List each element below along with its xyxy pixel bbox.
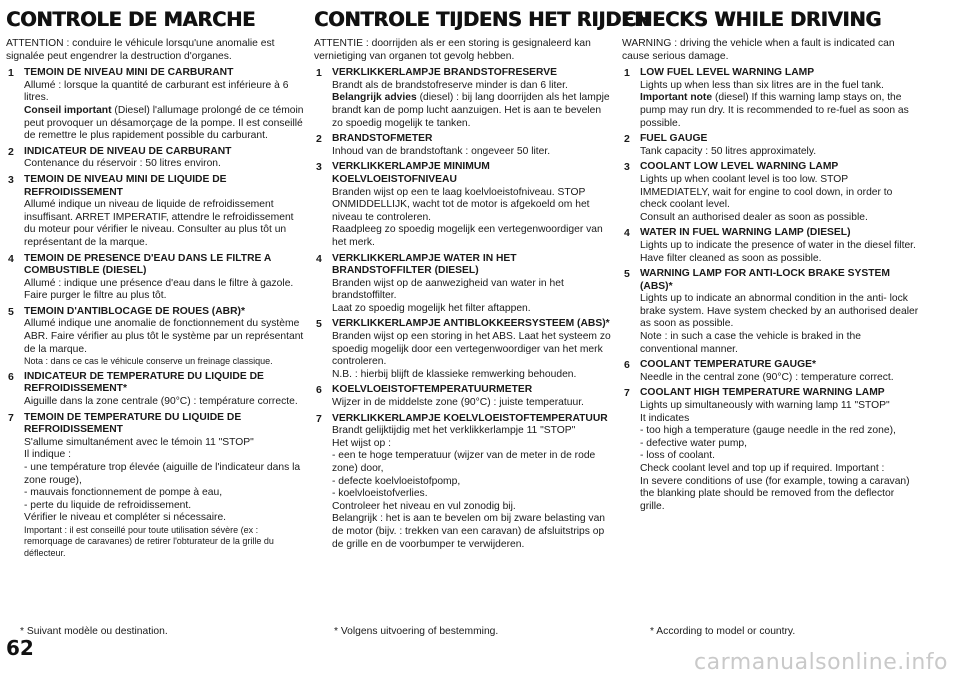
warning-intro-english: WARNING : driving the vehicle when a fault is indicated can cause serious damage. <box>622 38 895 62</box>
item-number: 1 <box>624 67 630 80</box>
item-body <box>24 174 304 250</box>
item-text-content: Het wijst op : <box>332 437 391 449</box>
item-text-content: Nota : dans ce cas le véhicule conserve un freinage classique. <box>24 356 273 367</box>
item-text <box>24 356 304 368</box>
list-item <box>6 146 304 171</box>
item-text-content: - een te hoge temperatuur (wijzer van de meter in de rode zone) door, <box>332 450 596 474</box>
item-text-content: Allumé indique un niveau de liquide de refroidissement insuffisant. ARRET IMPERATIF, attendre le refroidissement du moteur pour vérifier le niveau. Consulter au plus tôt un représentant de la marque. <box>24 199 294 248</box>
footnote-dutch: * Volgens uitvoering of bestemming. <box>334 626 499 637</box>
item-number: 4 <box>316 252 322 265</box>
list-item <box>622 227 920 265</box>
item-body <box>332 384 612 409</box>
list-item <box>314 318 612 381</box>
item-text <box>24 449 304 462</box>
column-french <box>6 8 304 562</box>
item-title: WARNING LAMP FOR ANTI-LOCK BRAKE SYSTEM (ABS)* <box>640 268 890 292</box>
item-list-english <box>622 67 920 513</box>
item-text-content: Raadpleeg zo spoedig mogelijk een vertegenwoordiger van het merk. <box>332 224 603 248</box>
item-text <box>24 318 304 356</box>
item-text-content: Wijzer in de middelste zone (90°C) : juiste temperatuur. <box>332 397 584 409</box>
item-body <box>24 253 304 303</box>
item-number: 3 <box>8 173 14 186</box>
item-text-content: (diesel) If this warning lamp stays on, the pump may run dry. It is recommended to re-fuel as soon as possible. <box>640 92 909 129</box>
item-text-content: Vérifier le niveau et compléter si nécessaire. <box>24 512 227 524</box>
item-text-content: Lights up when less than six litres are in the fuel tank. <box>640 79 884 91</box>
item-text-content: Il indique : <box>24 449 71 461</box>
item-number: 4 <box>8 252 14 265</box>
item-number: 2 <box>624 133 630 146</box>
item-text <box>24 278 304 303</box>
item-body <box>640 161 920 224</box>
item-text <box>332 476 612 489</box>
section-heading-dutch: CONTROLE TIJDENS HET RIJDEN <box>314 8 651 31</box>
item-text-content: Branden wijst op een te laag koelvloeistofniveau. STOP ONMIDDELLIJK, wacht tot de motor is afgekoeld om het niveau te controleren. <box>332 186 590 223</box>
item-title: TEMOIN DE NIVEAU MINI DE LIQUIDE DE REFROIDISSEMENT <box>24 173 227 198</box>
item-text-content: Check coolant level and top up if required. Important : <box>640 463 885 474</box>
item-title: TEMOIN DE TEMPERATURE DU LIQUIDE DE REFROIDISSEMENT <box>24 411 242 436</box>
item-text <box>640 240 920 265</box>
warning-intro-french: ATTENTION : conduire le véhicule lorsqu'une anomalie est signalée peut engendrer la destruction d'organes. <box>6 38 275 62</box>
item-body <box>640 359 920 384</box>
list-item <box>622 67 920 130</box>
item-text-content: - defective water pump, <box>640 437 748 449</box>
item-text <box>24 396 304 409</box>
list-item <box>314 413 612 552</box>
item-title: BRANDSTOFMETER <box>332 133 433 145</box>
item-text-content: Consult an authorised dealer as soon as possible. <box>640 211 868 223</box>
item-text <box>640 476 920 514</box>
item-text <box>640 212 920 225</box>
item-text-content: Note : in such a case the vehicle is braked in the conventional manner. <box>640 331 861 355</box>
item-text-content: Lights up to indicate the presence of water in the diesel filter. Have filter cleaned as soon as possible. <box>640 239 916 264</box>
item-text <box>24 437 304 450</box>
item-number: 7 <box>8 411 14 424</box>
item-text-content: Aiguille dans la zone centrale (90°C) : température correcte. <box>24 395 298 407</box>
item-text-bold: Belangrijk advies <box>332 92 417 104</box>
list-item <box>314 384 612 409</box>
item-body <box>640 268 920 356</box>
item-text-content: - perte du liquide de refroidissement. <box>24 499 192 511</box>
footnote-french: * Suivant modèle ou destination. <box>20 626 168 637</box>
list-item <box>622 387 920 513</box>
item-number: 7 <box>316 412 322 425</box>
item-text-content: Lights up when coolant level is too low. STOP IMMEDIATELY, wait for engine to cool down, in order to check coolant level. <box>640 173 893 211</box>
item-title: VERKLIKKERLAMPJE MINIMUM KOELVLOEISTOFNIVEAU <box>332 161 490 185</box>
item-text-content: N.B. : hierbij blijft de klassieke remwerking behouden. <box>332 368 577 380</box>
item-text <box>640 92 920 130</box>
item-text-content: S'allume simultanément avec le témoin 11 "STOP" <box>24 436 254 448</box>
item-text-bold: Conseil important <box>24 104 112 116</box>
item-text-content: Important : il est conseillé pour toute utilisation sévère (ex : remorquage de caravanes) de retirer l'obturateur de la grille du déflecteur. <box>24 524 274 558</box>
list-item <box>622 268 920 356</box>
item-text-content: Branden wijst op de aanwezigheid van water in het brandstoffilter. <box>332 277 564 302</box>
list-item <box>314 253 612 316</box>
item-text-content: Inhoud van de brandstoftank : ongeveer 50 liter. <box>332 145 551 157</box>
item-text-content: (diesel) : bij lang doorrijden als het lampje brandt kan de pomp lucht aanzuigen. Het is aan te bevelen zo spoedig mogelijk te tanken. <box>332 92 610 129</box>
warning-intro-dutch: ATTENTIE : doorrijden als er een storing is gesignaleerd kan vernietiging van organen tot gevolg hebben. <box>314 38 591 62</box>
item-text-content: In severe conditions of use (for example, towing a caravan) the blanking plate should be removed from the deflector grille. <box>640 475 910 512</box>
item-text <box>332 501 612 514</box>
item-text-content: Allumé indique une anomalie de fonctionnement du système ABR. Faire vérifier au plus tôt le système par un représentant de la marque. <box>24 318 304 355</box>
item-number: 2 <box>8 145 14 158</box>
item-list-french <box>6 67 304 559</box>
item-number: 3 <box>624 161 630 174</box>
page-number: 62 <box>6 636 34 660</box>
item-body <box>640 227 920 265</box>
item-title: TEMOIN DE PRESENCE D'EAU DANS LE FILTRE A COMBUSTIBLE (DIESEL) <box>24 252 271 277</box>
column-english <box>622 8 920 516</box>
item-number: 1 <box>316 67 322 80</box>
item-text-content: Needle in the central zone (90°C) : temperature correct. <box>640 371 894 383</box>
item-text <box>24 500 304 513</box>
item-title: TEMOIN DE NIVEAU MINI DE CARBURANT <box>24 67 234 79</box>
item-body <box>24 412 304 560</box>
item-text <box>332 92 612 130</box>
item-text <box>332 331 612 369</box>
item-number: 5 <box>316 318 322 331</box>
item-text-content: - mauvais fonctionnement de pompe à eau, <box>24 487 223 499</box>
item-body <box>640 387 920 513</box>
item-body <box>332 161 612 249</box>
item-text <box>332 513 612 551</box>
list-item <box>6 371 304 409</box>
item-body <box>640 67 920 130</box>
list-item <box>314 133 612 158</box>
item-text-bold: Important note <box>640 92 713 104</box>
item-number: 5 <box>8 305 14 318</box>
item-text-content: Allumé : indique une présence d'eau dans le filtre à gazole. Faire purger le filtre au plus tôt. <box>24 277 294 302</box>
item-text-content: It indicates <box>640 412 690 424</box>
item-text-content: Branden wijst op een storing in het ABS. Laat het systeem zo spoedig mogelijk door een vertegenwoordiger van het merk controleren. <box>332 331 611 368</box>
item-body <box>332 253 612 316</box>
item-text <box>332 488 612 501</box>
item-text-content: - too high a temperature (gauge needle in the red zone), <box>640 425 896 437</box>
list-item <box>6 306 304 368</box>
item-text <box>640 80 920 93</box>
item-text <box>640 331 920 356</box>
item-text-content: Lights up simultaneously with warning lamp 11 "STOP" <box>640 400 890 412</box>
list-item <box>6 253 304 303</box>
list-item <box>6 412 304 560</box>
item-text-content: - loss of coolant. <box>640 450 715 462</box>
item-number: 1 <box>8 67 14 80</box>
item-title: VERKLIKKERLAMPJE WATER IN HET BRANDSTOFFILTER (DIESEL) <box>332 252 517 277</box>
item-number: 7 <box>624 387 630 400</box>
item-number: 6 <box>8 370 14 383</box>
item-text <box>640 450 920 463</box>
item-text <box>24 80 304 105</box>
item-number: 3 <box>316 161 322 174</box>
item-text <box>640 293 920 331</box>
item-text <box>332 224 612 249</box>
item-text <box>332 397 612 410</box>
list-item <box>314 161 612 249</box>
item-title: INDICATEUR DE TEMPERATURE DU LIQUIDE DE REFROIDISSEMENT* <box>24 370 264 395</box>
item-text-content: Brandt als de brandstofreserve minder is dan 6 liter. <box>332 79 568 91</box>
item-title: VERKLIKKERLAMPJE BRANDSTOFRESERVE <box>332 67 558 79</box>
item-text <box>24 199 304 249</box>
item-body <box>640 133 920 158</box>
item-text-content: (Diesel) l'allumage prolongé de ce témoin peut provoquer un désamorçage de la pompe. Il est conseillé de remettre le plus rapidement possible du carburant. <box>24 104 304 142</box>
item-text <box>640 174 920 212</box>
item-text <box>24 487 304 500</box>
item-title: COOLANT TEMPERATURE GAUGE* <box>640 359 817 371</box>
item-text <box>332 278 612 303</box>
list-item <box>314 67 612 130</box>
item-list-dutch <box>314 67 612 551</box>
list-item <box>6 67 304 143</box>
item-body <box>332 413 612 552</box>
item-text-content: - koelvloeistofverlies. <box>332 488 428 500</box>
item-title: VERKLIKKERLAMPJE ANTIBLOKKEERSYSTEEM (ABS)* <box>332 318 610 330</box>
item-body <box>332 318 612 381</box>
item-text-content: Controleer het niveau en vul zonodig bij. <box>332 500 516 512</box>
item-number: 6 <box>316 384 322 397</box>
item-text-content: - une température trop élevée (aiguille de l'indicateur dans la zone rouge), <box>24 461 301 486</box>
item-text <box>332 80 612 93</box>
item-text <box>332 187 612 225</box>
item-text <box>640 438 920 451</box>
item-number: 5 <box>624 268 630 281</box>
item-title: TEMOIN D'ANTIBLOCAGE DE ROUES (ABR)* <box>24 305 245 317</box>
item-text <box>640 413 920 426</box>
item-number: 4 <box>624 227 630 240</box>
item-text <box>640 146 920 159</box>
list-item <box>622 359 920 384</box>
item-text <box>24 105 304 143</box>
item-text-content: Tank capacity : 50 litres approximately. <box>640 145 817 157</box>
item-title: KOELVLOEISTOFTEMPERATUURMETER <box>332 384 533 396</box>
item-text <box>332 438 612 451</box>
item-text <box>24 512 304 525</box>
list-item <box>622 161 920 224</box>
item-text-content: Laat zo spoedig mogelijk het filter aftappen. <box>332 302 531 314</box>
item-title: INDICATEUR DE NIVEAU DE CARBURANT <box>24 145 232 157</box>
item-text <box>332 146 612 159</box>
item-text <box>640 372 920 385</box>
item-text-content: Lights up to indicate an abnormal condition in the anti- lock brake system. Have system checked by an authorised dealer as soon as possible. <box>640 293 919 330</box>
item-body <box>24 306 304 368</box>
item-text <box>332 369 612 382</box>
list-item <box>622 133 920 158</box>
item-text-content: Contenance du réservoir : 50 litres environ. <box>24 158 221 170</box>
watermark: carmanualsonline.info <box>694 650 948 675</box>
item-text <box>332 303 612 316</box>
item-text <box>332 425 612 438</box>
item-text-content: Brandt gelijktijdig met het verklikkerlampje 11 "STOP" <box>332 425 576 437</box>
item-body <box>24 371 304 409</box>
item-text-content: Belangrijk : het is aan te bevelen om bij zware belasting van de motor (bijv. : trekken van een caravan) de afsluitstrips op de grille en de voorbumper te verwijderen. <box>332 513 606 550</box>
item-body <box>332 67 612 130</box>
column-dutch <box>314 8 651 554</box>
item-title: COOLANT HIGH TEMPERATURE WARNING LAMP <box>640 387 885 399</box>
item-text <box>24 525 304 560</box>
list-item <box>6 174 304 250</box>
item-title: WATER IN FUEL WARNING LAMP (DIESEL) <box>640 227 851 239</box>
item-body <box>332 133 612 158</box>
section-heading-english: CHECKS WHILE DRIVING <box>622 8 881 31</box>
item-number: 2 <box>316 133 322 146</box>
item-text <box>640 463 920 476</box>
item-title: COOLANT LOW LEVEL WARNING LAMP <box>640 161 839 173</box>
item-text <box>24 462 304 487</box>
item-text <box>640 400 920 413</box>
item-body <box>24 146 304 171</box>
item-text-content: Allumé : lorsque la quantité de carburant est inférieure à 6 litres. <box>24 79 289 104</box>
footnote-english: * According to model or country. <box>650 626 796 637</box>
item-text <box>24 158 304 171</box>
section-heading-french: CONTROLE DE MARCHE <box>6 8 255 31</box>
item-title: VERKLIKKERLAMPJE KOELVLOEISTOFTEMPERATUUR <box>332 412 608 424</box>
item-text <box>332 450 612 475</box>
item-text <box>640 425 920 438</box>
item-title: LOW FUEL LEVEL WARNING LAMP <box>640 67 815 79</box>
item-body <box>24 67 304 143</box>
item-number: 6 <box>624 359 630 372</box>
item-title: FUEL GAUGE <box>640 133 708 145</box>
item-text-content: - defecte koelvloeistofpomp, <box>332 475 461 487</box>
